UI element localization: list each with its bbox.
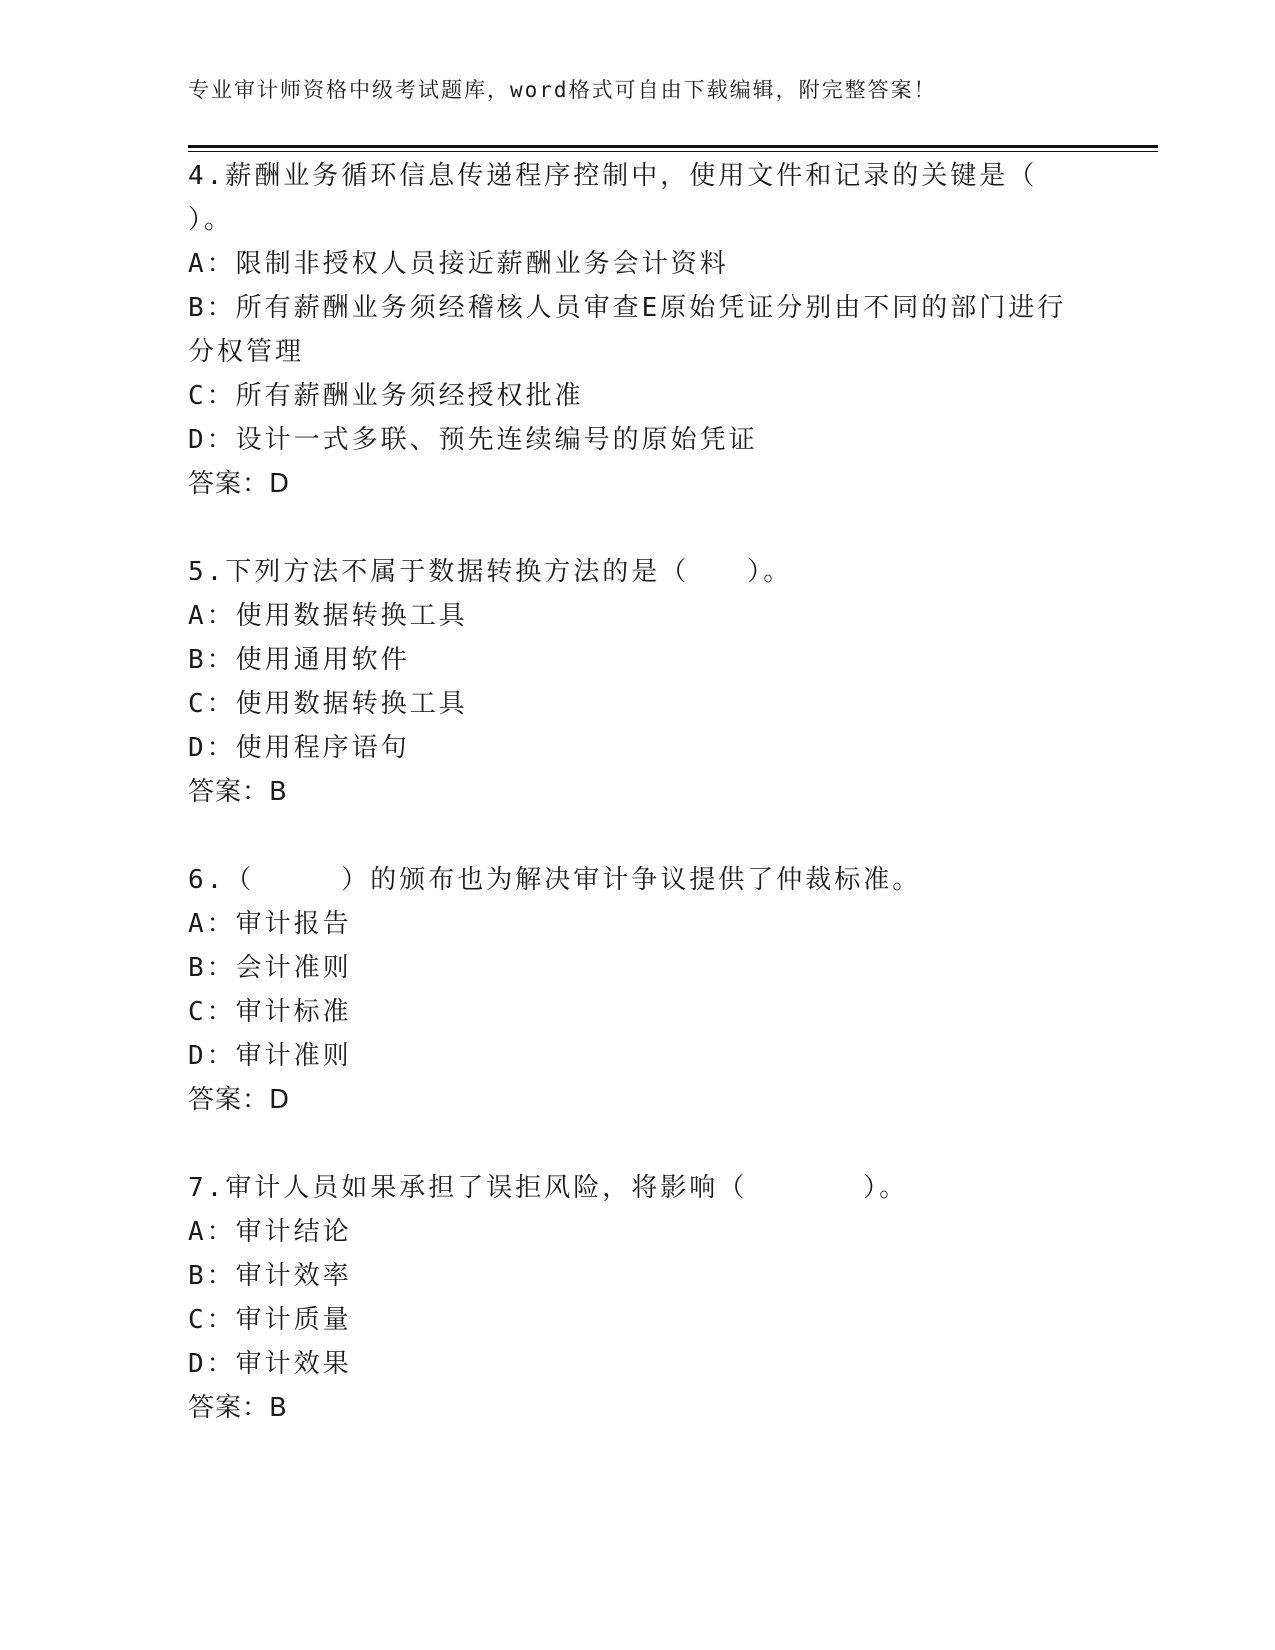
question-5-option-a: A：使用数据转换工具 — [188, 601, 468, 631]
question-4-option-d: D：设计一式多联、预先连续编号的原始凭证 — [188, 425, 758, 455]
question-7-stem: 7.审计人员如果承担了误拒风险，将影响（ ）。 — [188, 1173, 909, 1203]
question-5-option-c: C：使用数据转换工具 — [188, 689, 468, 719]
question-4-option-c: C：所有薪酬业务须经授权批准 — [188, 381, 584, 411]
header-rule-thin — [188, 151, 1158, 152]
question-5-option-d: D：使用程序语句 — [188, 733, 410, 763]
question-4-option-a: A：限制非授权人员接近薪酬业务会计资料 — [188, 249, 729, 279]
question-5-option-b: B：使用通用软件 — [188, 645, 410, 675]
question-4-option-b-cont: 分权管理 — [188, 337, 305, 367]
question-5-answer: 答案：B — [188, 777, 288, 807]
question-7-option-d: D：审计效果 — [188, 1349, 352, 1379]
question-6-option-b: B：会计准则 — [188, 953, 352, 983]
question-7-answer: 答案：B — [188, 1393, 288, 1423]
question-6-stem: 6.（ ）的颁布也为解决审计争议提供了仲裁标准。 — [188, 865, 922, 895]
question-7-option-a: A：审计结论 — [188, 1217, 352, 1247]
question-4-stem: 4.薪酬业务循环信息传递程序控制中，使用文件和记录的关键是（ — [188, 161, 1038, 191]
document-header: 专业审计师资格中级考试题库，word格式可自由下载编辑，附完整答案！ — [188, 78, 937, 102]
question-6-option-d: D：审计准则 — [188, 1041, 352, 1071]
question-5-stem: 5.下列方法不属于数据转换方法的是（ ）。 — [188, 557, 793, 587]
question-4-stem-cont: ）。 — [188, 205, 234, 235]
question-6-answer: 答案：D — [188, 1085, 291, 1115]
question-7-option-c: C：审计质量 — [188, 1305, 352, 1335]
question-6-option-a: A：审计报告 — [188, 909, 352, 939]
header-rule-thick — [188, 145, 1158, 148]
question-4-option-b: B：所有薪酬业务须经稽核人员审查E原始凭证分别由不同的部门进行 — [188, 293, 1067, 323]
question-7-option-b: B：审计效率 — [188, 1261, 352, 1291]
question-4-answer: 答案：D — [188, 469, 291, 499]
question-6-option-c: C：审计标准 — [188, 997, 352, 1027]
